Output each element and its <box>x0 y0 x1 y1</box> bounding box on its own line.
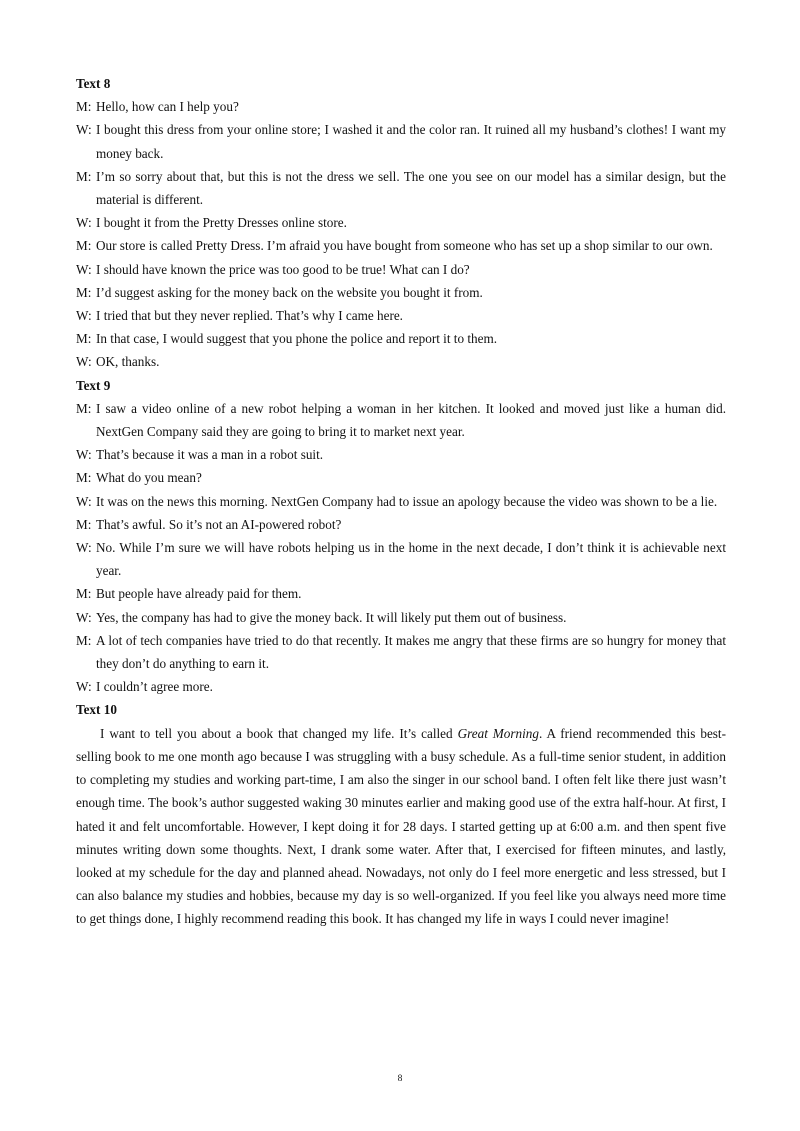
dialogue-line <box>76 95 726 118</box>
speaker-label: W: <box>76 679 92 695</box>
dialogue-line <box>76 443 726 466</box>
speaker-label: W: <box>76 493 92 509</box>
speaker-label: W: <box>76 354 92 370</box>
paragraph-text: . A friend recommended this best-selling book to me one month ago because I was struggling with a busy schedule. As a full-time senior student, in addition to completing my studies and working part-time, I am also the singer in our school band. I often felt like there just wasn’t enough time. The book’s author suggested waking 30 minutes earlier and making good use of the extra half-hour. At first, I hated it and felt uncomfortable. However, I kept doing it for 28 days. I started getting up at 6:00 a.m. and then spent five minutes writing down some thoughts. Next, I drank some water. After that, I exercised for fifteen minutes, and lastly, looked at my schedule for the day and planned ahead. Nowadays, not only do I feel more energetic and less stressed, but I can also balance my studies and hobbies, because my day is so well-organized. If you feel like you always need more time to get things done, I highly recommend reading this book. It has changed my life in ways I could never imagine! <box>76 725 726 927</box>
dialogue-text: I tried that but they never replied. That’s why I came here. <box>96 308 403 324</box>
dialogue-line <box>76 304 726 327</box>
dialogue-text: I bought this dress from your online store; I washed it and the color ran. It ruined all my husband’s clothes! I want my money back. <box>96 122 726 161</box>
dialogue-text: It was on the news this morning. NextGen Company had to issue an apology because the video was shown to be a lie. <box>96 493 718 509</box>
dialogue-line <box>76 281 726 304</box>
speaker-label: M: <box>76 400 92 416</box>
dialogue-line <box>76 118 726 164</box>
dialogue-line <box>76 490 726 513</box>
book-title: Great Morning <box>457 725 539 741</box>
text10-paragraph <box>76 722 726 931</box>
speaker-label: M: <box>76 470 92 486</box>
page-number: 8 <box>397 1074 403 1084</box>
text8-dialogue <box>76 95 726 373</box>
dialogue-line <box>76 513 726 536</box>
dialogue-line <box>76 234 726 257</box>
speaker-label: M: <box>76 238 92 254</box>
dialogue-line <box>76 211 726 234</box>
dialogue-text: But people have already paid for them. <box>96 586 302 602</box>
dialogue-text: In that case, I would suggest that you phone the police and report it to them. <box>96 331 498 347</box>
speaker-label: W: <box>76 122 92 138</box>
dialogue-text: I bought it from the Pretty Dresses online store. <box>96 215 347 231</box>
speaker-label: M: <box>76 632 92 648</box>
speaker-label: W: <box>76 215 92 231</box>
dialogue-line <box>76 466 726 489</box>
dialogue-line <box>76 165 726 211</box>
dialogue-text: I’m so sorry about that, but this is not the dress we sell. The one you see on our model has a similar design, but the material is different. <box>96 168 726 208</box>
dialogue-text: Our store is called Pretty Dress. I’m afraid you have bought from someone who has set up a shop similar to our own. <box>96 238 713 254</box>
dialogue-line <box>76 397 726 443</box>
dialogue-line <box>76 350 726 373</box>
text10-heading: Text 10 <box>76 702 117 718</box>
speaker-label: M: <box>76 99 92 115</box>
dialogue-text: No. While I’m sure we will have robots helping us in the home in the next decade, I don’t think it is achievable next year. <box>96 540 726 579</box>
dialogue-line <box>76 258 726 281</box>
speaker-label: W: <box>76 308 92 324</box>
speaker-label: M: <box>76 331 92 347</box>
speaker-label: W: <box>76 540 92 556</box>
speaker-label: W: <box>76 261 92 277</box>
speaker-label: M: <box>76 284 92 300</box>
dialogue-text: What do you mean? <box>96 470 202 486</box>
text8-heading: Text 8 <box>76 76 111 91</box>
dialogue-text: OK, thanks. <box>96 354 160 370</box>
dialogue-text: That’s because it was a man in a robot suit. <box>96 447 324 463</box>
dialogue-line <box>76 606 726 629</box>
speaker-label: W: <box>76 609 92 625</box>
paragraph-text: I want to tell you about a book that changed my life. It’s called <box>100 725 458 741</box>
dialogue-text: I saw a video online of a new robot helping a woman in her kitchen. It looked and moved just like a human did. NextGen Company said they are going to bring it to market next year. <box>96 400 726 440</box>
speaker-label: M: <box>76 586 92 602</box>
dialogue-text: That’s awful. So it’s not an AI-powered robot? <box>96 516 342 532</box>
dialogue-text: I should have known the price was too good to be true! What can I do? <box>96 261 470 277</box>
dialogue-line <box>76 536 726 582</box>
dialogue-text: A lot of tech companies have tried to do that recently. It makes me angry that these firms are so hungry for money that they don’t do anything to earn it. <box>96 632 726 672</box>
dialogue-line <box>76 327 726 350</box>
text9-heading: Text 9 <box>76 377 111 393</box>
dialogue-text: I’d suggest asking for the money back on the website you bought it from. <box>96 284 483 300</box>
dialogue-text: I couldn’t agree more. <box>96 679 213 695</box>
dialogue-text: Hello, how can I help you? <box>96 99 239 115</box>
speaker-label: M: <box>76 168 92 184</box>
speaker-label: M: <box>76 516 92 532</box>
dialogue-line <box>76 629 726 675</box>
speaker-label: W: <box>76 447 92 463</box>
text9-dialogue <box>76 397 726 699</box>
dialogue-text: Yes, the company has had to give the money back. It will likely put them out of business. <box>96 609 567 625</box>
dialogue-line <box>76 582 726 605</box>
document-page <box>76 72 726 931</box>
dialogue-line <box>76 675 726 698</box>
